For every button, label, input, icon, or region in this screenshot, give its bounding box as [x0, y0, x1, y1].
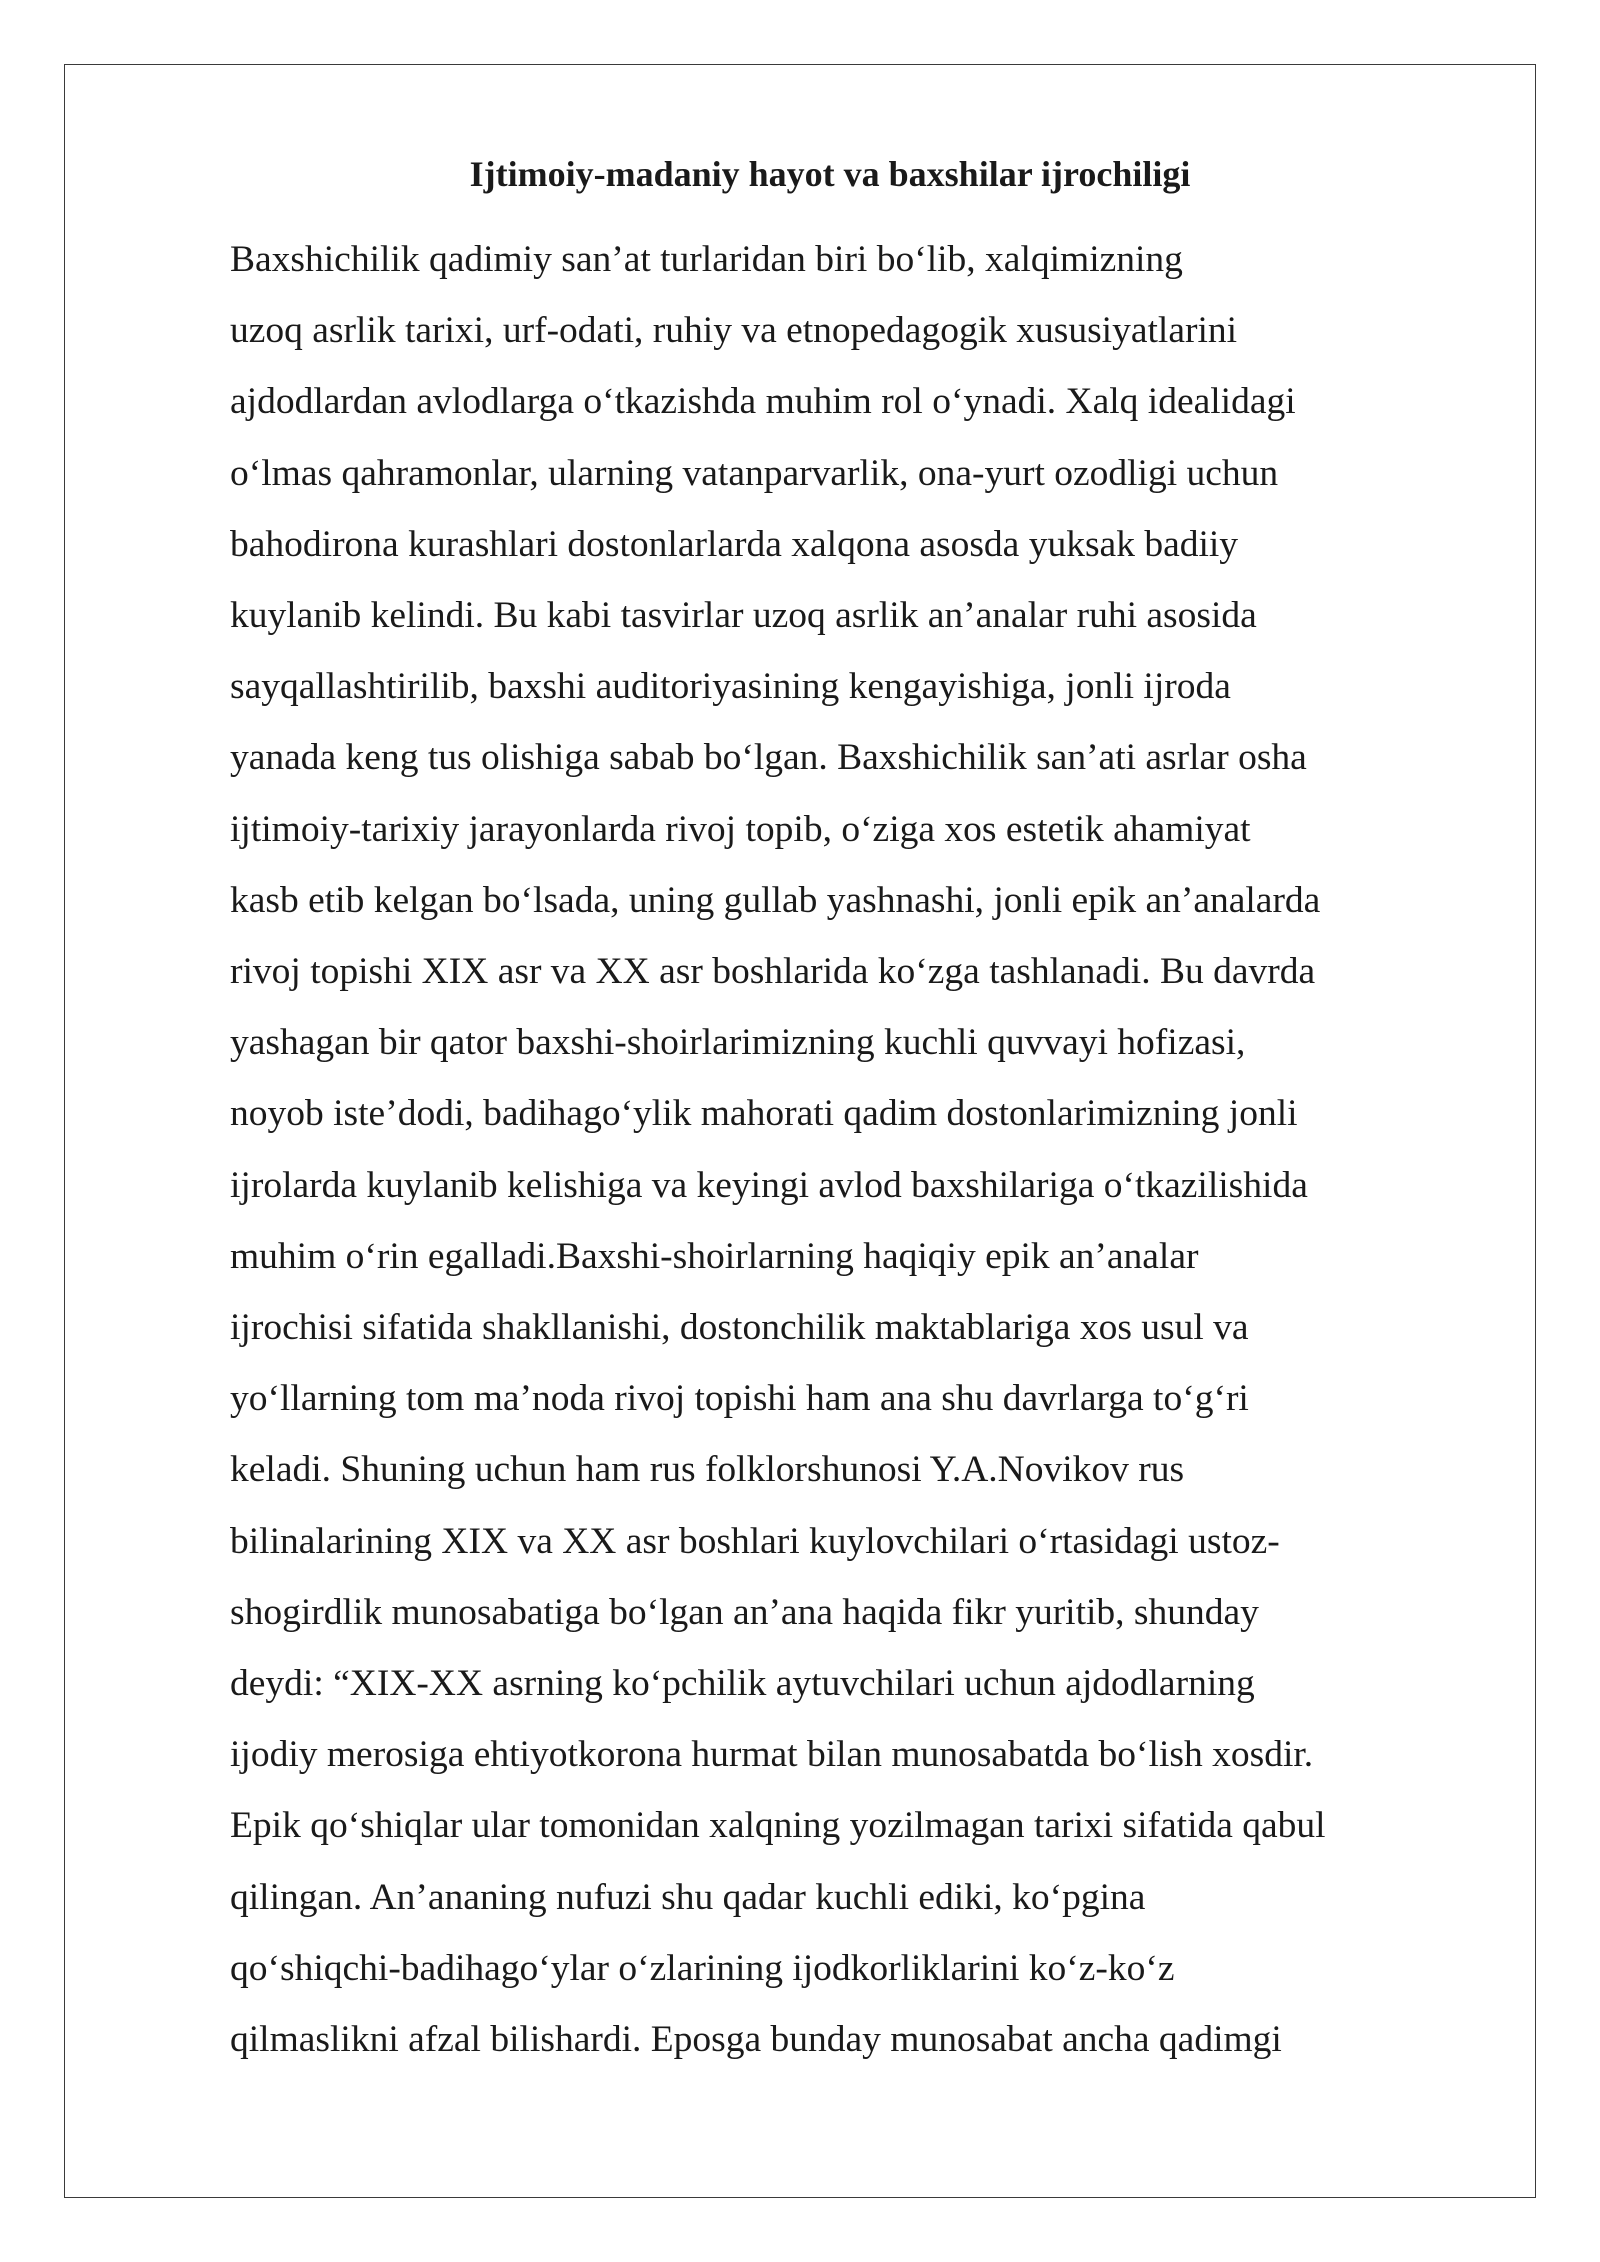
text-line: uzoq asrlik tarixi, urf-odati, ruhiy va etnopedagogik xususiyatlarini	[230, 310, 1238, 352]
text-line: shogirdlik munosabatiga bo‘lgan an’ana haqida fikr yuritib, shunday	[230, 1591, 1259, 1633]
text-line: ijrolarda kuylanib kelishiga va keyingi avlod baxshilariga o‘tkazilishida	[230, 1164, 1308, 1206]
text-line: Epik qo‘shiqlar ular tomonidan xalqning yozilmagan tarixi sifatida qabul	[230, 1805, 1326, 1847]
text-line: ijrochisi sifatida shakllanishi, dostonchilik maktablariga xos usul va	[230, 1307, 1249, 1349]
text-line: yashagan bir qator baxshi-shoirlarimizning kuchli quvvayi hofizasi,	[230, 1022, 1246, 1064]
text-line: bahodirona kurashlari dostonlarlarda xalqona asosda yuksak badiiy	[230, 523, 1239, 565]
text-line: qo‘shiqchi-badihago‘ylar o‘zlarining ijodkorliklarini ko‘z-ko‘z	[230, 1947, 1175, 1989]
text-line: rivoj topishi XIX asr va XX asr boshlarida ko‘zga tashlanadi. Bu davrda	[230, 951, 1316, 993]
document-title: Ijtimoiy-madaniy hayot va baxshilar ijrochiligi	[469, 154, 1191, 194]
text-line: kasb etib kelgan bo‘lsada, uning gullab yashnashi, jonli epik an’analarda	[230, 879, 1321, 921]
text-line: ajdodlardan avlodlarga o‘tkazishda muhim rol o‘ynadi. Xalq idealidagi	[230, 381, 1296, 423]
text-line: keladi. Shuning uchun ham rus folklorshunosi Y.A.Novikov rus	[230, 1449, 1185, 1491]
text-line: ijtimoiy-tarixiy jarayonlarda rivoj topib, o‘ziga xos estetik ahamiyat	[230, 808, 1251, 850]
text-line: qilingan. An’ananing nufuzi shu qadar kuchli ediki, ko‘pgina	[230, 1876, 1146, 1918]
text-line: deydi: “XIX-XX asrning ko‘pchilik aytuvchilari uchun ajdodlarning	[230, 1663, 1255, 1705]
text-line: qilmaslikni afzal bilishardi. Eposga bunday munosabat ancha qadimgi	[230, 2019, 1282, 2061]
text-line: kuylanib kelindi. Bu kabi tasvirlar uzoq asrlik an’analar ruhi asosida	[230, 595, 1257, 637]
text-line: o‘lmas qahramonlar, ularning vatanparvarlik, ona-yurt ozodligi uchun	[230, 452, 1279, 494]
document-body	[230, 224, 1530, 2075]
text-line: sayqallashtirilib, baxshi auditoriyasining kengayishiga, jonli ijroda	[230, 666, 1231, 708]
text-line: bilinalarining XIX va XX asr boshlari kuylovchilari o‘rtasidagi ustoz-	[230, 1520, 1280, 1562]
text-line: muhim o‘rin egalladi.Baxshi-shoirlarning haqiqiy epik an’analar	[230, 1235, 1199, 1277]
text-line: yo‘llarning tom ma’noda rivoj topishi ham ana shu davrlarga to‘g‘ri	[230, 1378, 1249, 1420]
text-line: Baxshichilik qadimiy san’at turlaridan biri bo‘lib, xalqimizning	[230, 239, 1183, 280]
text-line: ijodiy merosiga ehtiyotkorona hurmat bilan munosabatda bo‘lish xosdir.	[230, 1734, 1314, 1776]
text-line: noyob iste’dodi, badihago‘ylik mahorati qadim dostonlarimizning jonli	[230, 1093, 1298, 1135]
text-line: yanada keng tus olishiga sabab bo‘lgan. Baxshichilik san’ati asrlar osha	[230, 737, 1307, 779]
